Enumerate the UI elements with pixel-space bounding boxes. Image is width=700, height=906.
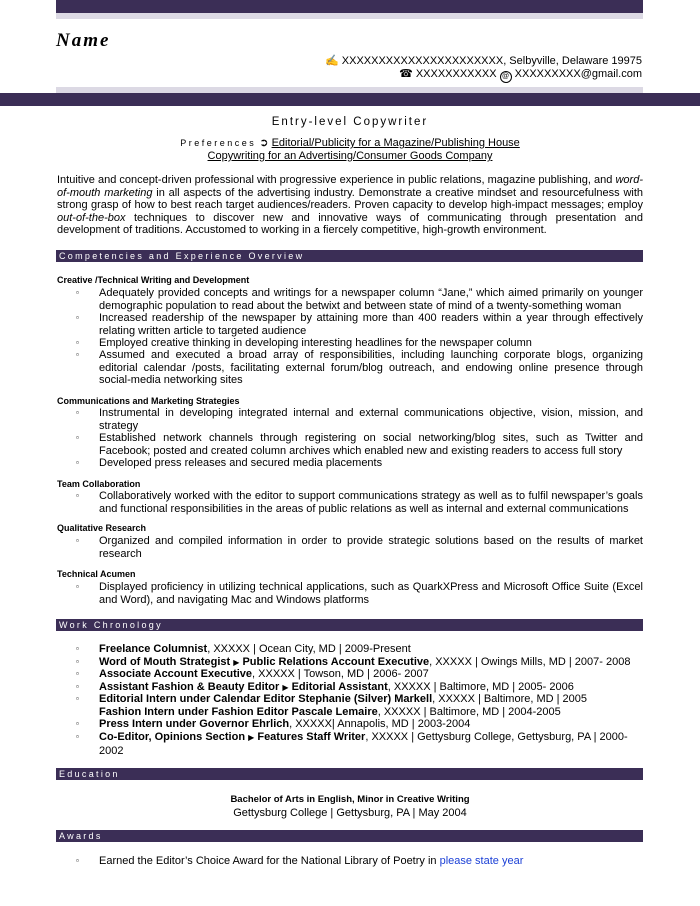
address-line [325, 54, 642, 67]
summary-paragraph [57, 174, 643, 237]
school: Gettysburg College | Gettysburg, PA | May 2004 [233, 806, 467, 819]
award-placeholder-link[interactable]: please state year [439, 855, 524, 867]
bullet-marker: ▫ [76, 732, 79, 741]
arrow-right-icon: ➲ [259, 137, 269, 149]
job-entry [57, 693, 643, 718]
job-entry [57, 668, 643, 681]
header-bar [0, 93, 700, 106]
bullet-text: Developed press releases and secured media placements [99, 457, 383, 469]
job-role: Fashion Intern under Fashion Editor Pascale Lemaire [99, 705, 378, 718]
subheading: Technical Acumen [57, 569, 136, 579]
contact-line [399, 67, 642, 83]
bullet-item [57, 432, 643, 457]
bullet-marker: ▫ [76, 682, 79, 691]
job-role: Public Relations Account Executive [242, 656, 430, 668]
bullet-marker: ▫ [76, 582, 79, 591]
resume-name: Name [56, 30, 111, 51]
bullet-item [57, 337, 643, 350]
bullet-text: Assumed and executed a broad array of responsibilities, including launching corporate blogs, organizing editorial calendar /posts, facilitating external forum/blog outreach, and endowing online presence through social-media networking sites [99, 349, 643, 386]
bullet-item [57, 287, 643, 312]
job-role: Freelance Columnist [99, 643, 208, 655]
bullet-item [57, 407, 643, 432]
section-header-competencies: Competencies and Experience Overview [56, 250, 643, 262]
award-item [57, 855, 643, 868]
job-role: Associate Account Executive [99, 668, 253, 680]
bullet-item [57, 457, 643, 470]
job-role: Editorial Intern under Calendar Editor Stephanie (Silver) Markell [99, 693, 433, 705]
bullet-marker: ▫ [76, 433, 79, 442]
bullet-marker: ▫ [76, 491, 79, 500]
bullet-item [57, 312, 643, 337]
job-role: Editorial Assistant [291, 681, 388, 693]
bullet-marker: ▫ [76, 338, 79, 347]
summary-text: techniques to discover new and innovative ways of communicating through presentation and development of traditions. Accustomed to working in a fiercely competitive, high-growth environment. [57, 211, 643, 236]
summary-text: Intuitive and concept-driven professional with progressive experience in public relations, magazine publishing, and [57, 174, 616, 186]
bullet-text: Employed creative thinking in developing interesting headlines for the newspaper column [99, 337, 532, 349]
pen-icon: ✍ [325, 55, 339, 67]
job-role: Assistant Fashion & Beauty Editor [99, 681, 280, 693]
bullet-marker: ▫ [76, 657, 79, 666]
job-details: , XXXXX | Owings Mills, MD | 2007- 2008 [429, 656, 631, 668]
bullet-text: Displayed proficiency in utilizing technical applications, such as QuarkXPress and Microsoft Office Suite (Excel and Word), and navigating Mac and Windows platforms [99, 581, 643, 606]
email-icon: @ [500, 71, 512, 83]
award-text: Earned the Editor’s Choice Award for the National Library of Poetry in [99, 855, 440, 867]
bullet-item [57, 535, 643, 560]
job-role: Press Intern under Governor Ehrlich [99, 718, 290, 730]
bullet-item [57, 349, 643, 387]
bullet-marker: ▫ [76, 313, 79, 322]
address-text: XXXXXXXXXXXXXXXXXXXXXX, Selbyville, Delaware 19975 [341, 55, 642, 67]
job-entry [57, 731, 643, 757]
degree: Bachelor of Arts in English, Minor in Creative Writing [230, 794, 470, 805]
subheading: Creative /Technical Writing and Development [57, 275, 250, 285]
arrow-icon: ▶ [282, 683, 289, 692]
bullet-marker: ▫ [76, 719, 79, 728]
bullet-text: Collaboratively worked with the editor to support communications strategy as well as to fulfil newspaper’s goals and functional responsibilities in the areas of public relations as well as internal and external communications [99, 490, 643, 515]
bullet-marker: ▫ [76, 856, 79, 865]
job-details: , XXXXX | Gettysburg College, Gettysburg, PA | 2000-2002 [99, 731, 628, 757]
bullet-text: Organized and compiled information in order to provide strategic solutions based on the results of market research [99, 535, 643, 560]
summary-italic: word-of-mouth marketing [57, 174, 643, 199]
bullet-text: Increased readership of the newspaper by attaining more than 400 readers within a year through effectively relating written article to targeted audience [99, 312, 643, 337]
summary-text: in all aspects of the advertising industry. Demonstrate a creative mindset and resourcefulness with strong grasp of how to best reach target audiences/readers. Proven capacity to develop high-impact messages; employ [57, 186, 643, 211]
job-entry [57, 643, 643, 656]
job-details: , XXXXX | Baltimore, MD | 2005 [432, 693, 588, 705]
bullet-marker: ▫ [76, 458, 79, 467]
phone-icon: ☎ [399, 68, 413, 80]
preference-2: Copywriting for an Advertising/Consumer Goods Company [207, 150, 493, 162]
subheading: Team Collaboration [57, 479, 141, 489]
preferences-label: Preferences [180, 138, 257, 148]
bullet-marker: ▫ [76, 536, 79, 545]
bullet-text: Instrumental in developing integrated internal and external communications objective, vision, mission, and strategy [99, 407, 643, 432]
arrow-icon: ▶ [233, 658, 240, 667]
bullet-marker: ▫ [76, 644, 79, 653]
phone-text: XXXXXXXXXXX [415, 68, 497, 80]
bullet-marker: ▫ [76, 694, 79, 703]
top-bar [56, 0, 643, 13]
job-role: Co-Editor, Opinions Section [99, 731, 246, 743]
top-bar-light [56, 13, 643, 19]
job-details: , XXXXX | Baltimore, MD | 2004-2005 [377, 705, 561, 718]
arrow-icon: ▶ [248, 733, 255, 742]
bullet-item [57, 581, 643, 606]
subheading: Communications and Marketing Strategies [57, 396, 240, 406]
bullet-marker: ▫ [76, 288, 79, 297]
job-details: , XXXXX | Towson, MD | 2006- 2007 [252, 668, 429, 680]
bullet-marker: ▫ [76, 350, 79, 359]
job-title: Entry-level Copywriter [271, 116, 429, 128]
job-role: Features Staff Writer [257, 731, 366, 743]
bullet-text: Adequately provided concepts and writings for a newspaper column “Jane,” which aimed primarily on younger demographic population to read about the betwixt and between state of mind of a twenty-something woman [99, 287, 643, 312]
bullet-item [57, 490, 643, 515]
job-role: Word of Mouth Strategist [99, 656, 231, 668]
preference-1: Editorial/Publicity for a Magazine/Publishing House [271, 137, 520, 149]
section-header-work: Work Chronology [56, 619, 643, 631]
bullet-marker: ▫ [76, 408, 79, 417]
job-details: , XXXXX | Ocean City, MD | 2009-Present [207, 643, 411, 655]
section-header-awards: Awards [56, 830, 643, 842]
email-text: XXXXXXXXX@gmail.com [514, 68, 642, 80]
preferences [0, 137, 700, 163]
section-header-education: Education [56, 768, 643, 780]
subheading: Qualitative Research [57, 523, 147, 533]
job-details: , XXXXX | Baltimore, MD | 2005- 2006 [387, 681, 574, 693]
summary-italic: out-of-the-box [57, 211, 126, 224]
education-entry [0, 794, 700, 819]
job-entry [57, 718, 643, 731]
job-details: , XXXXX| Annapolis, MD | 2003-2004 [289, 718, 471, 730]
bullet-marker: ▫ [76, 669, 79, 678]
bullet-text: Established network channels through registering on social networking/blog sites, such as Twitter and Facebook; posted and created column archives which enabled new and existing readers to access full story [99, 432, 643, 457]
